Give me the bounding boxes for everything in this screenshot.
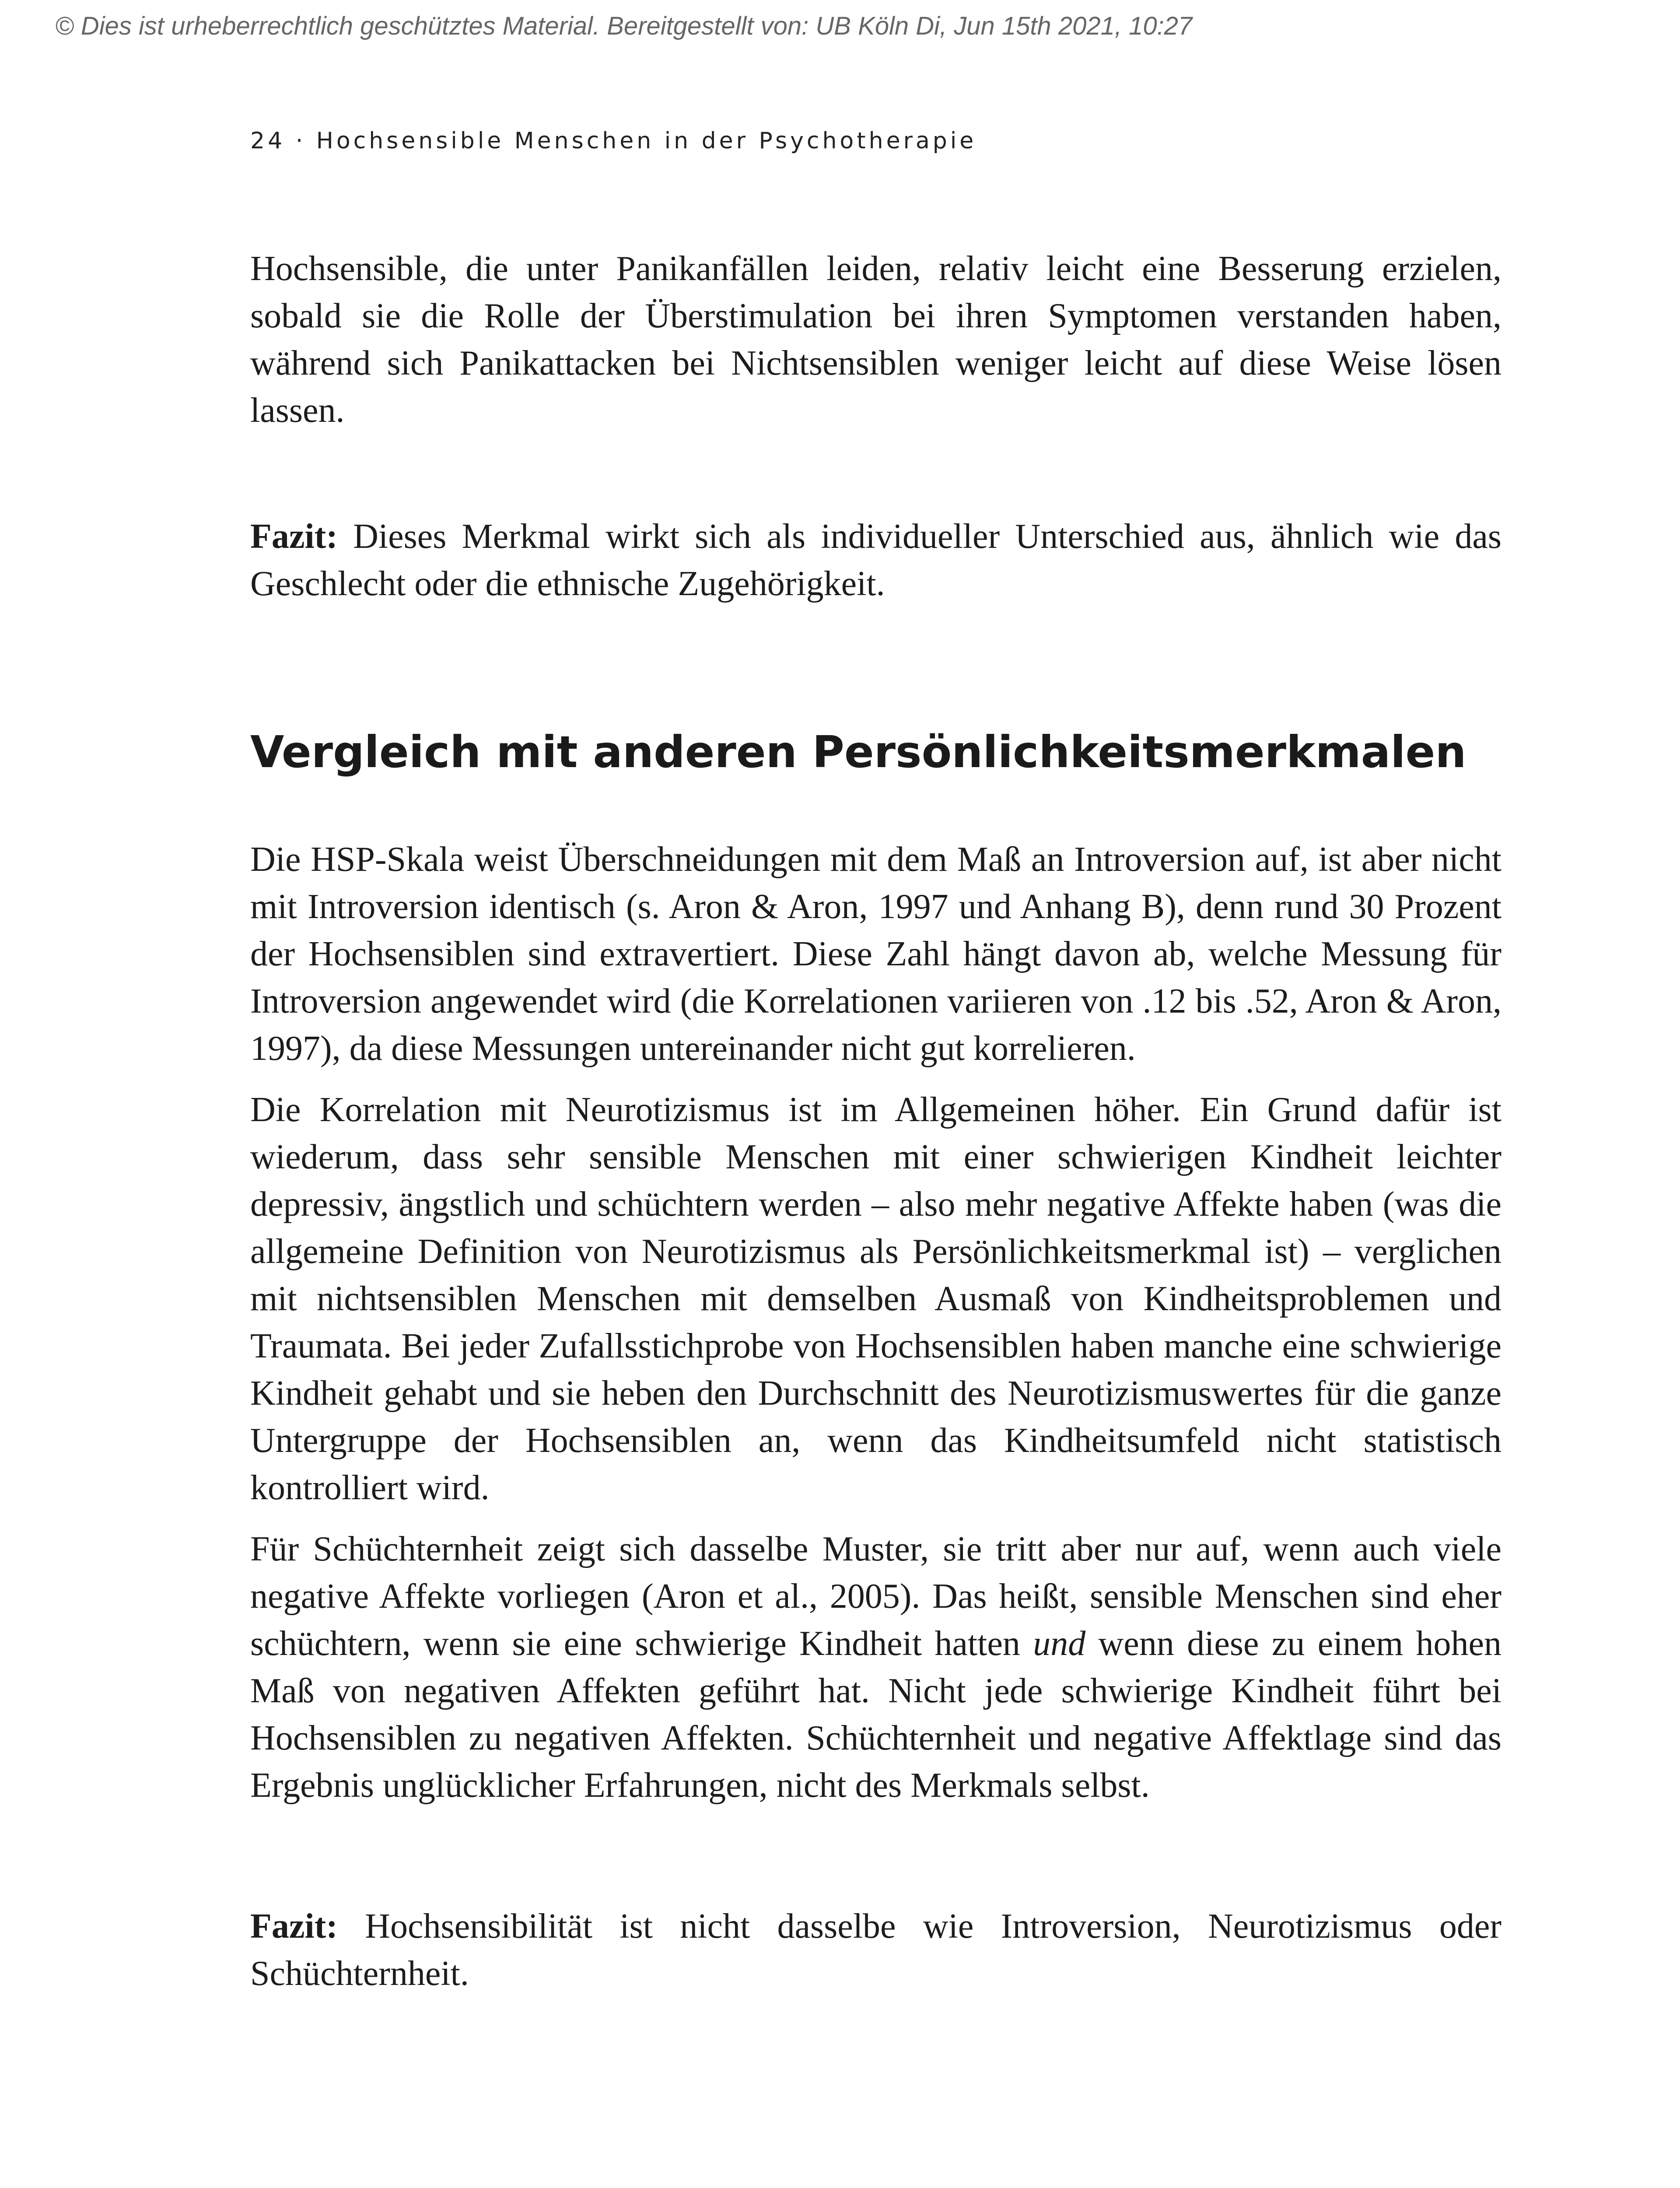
page-number: 24 <box>250 128 286 154</box>
section-body <box>250 836 1502 1809</box>
section-heading: Vergleich mit anderen Persönlichkeitsmerkmalen <box>250 726 1466 778</box>
fazit-block-2 <box>250 1903 1502 1997</box>
fazit-text-2: Hochsensibilität ist nicht dasselbe wie Introversion, Neurotizismus oder Schüchternheit. <box>250 1907 1502 1993</box>
running-head-separator: · <box>295 128 306 154</box>
paragraph-3-text-start: Für Schüchternheit zeigt sich dasselbe Muster, sie tritt aber nur auf, wenn auch viele negative Affekte vorliegen (Aron et al., 2005). Das heißt, sensible Menschen sind eher schüchtern, wenn sie eine schwierige Kindheit hatten <box>250 1530 1502 1663</box>
fazit-label-2: Fazit: <box>250 1907 338 1946</box>
fazit-block-1 <box>250 513 1502 607</box>
paragraph-3-italic-word: und <box>1033 1624 1086 1663</box>
intro-paragraph: Hochsensible, die unter Panikanfällen leiden, relativ leicht eine Besserung erzielen, sobald sie die Rolle der Überstimulation bei ihren Symptomen verstanden haben, während sich Panikattacken bei Nichtsensiblen weniger leicht auf diese Weise lösen lassen. <box>250 249 1502 430</box>
section-paragraph-1: Die HSP-Skala weist Überschneidungen mit dem Maß an Introversion auf, ist aber nicht mit Introversion identisch (s. Aron & Aron, 1997 und Anhang B), denn rund 30 Prozent der Hochsensiblen sind extravertiert. Diese Zahl hängt davon ab, welche Messung für Introversion angewendet wird (die Korrelationen variieren von .12 bis .52, Aron & Aron, 1997), da diese Messungen untereinander nicht gut korrelieren. <box>250 840 1502 1068</box>
running-head <box>250 128 976 154</box>
fazit-text-1: Dieses Merkmal wirkt sich als individueller Unterschied aus, ähnlich wie das Geschlecht oder die ethnische Zugehörigkeit. <box>250 517 1502 603</box>
running-head-title: Hochsensible Menschen in der Psychotherapie <box>316 128 977 154</box>
section-paragraph-3 <box>250 1525 1502 1809</box>
section-paragraph-2: Die Korrelation mit Neurotizismus ist im Allgemeinen höher. Ein Grund dafür ist wiederum, dass sehr sensible Menschen mit einer schwierigen Kindheit leichter depressiv, ängstlich und schüchtern werden – also mehr negative Affekte haben (was die allgemeine Definition von Neurotizismus als Persönlichkeitsmerkmal ist) – verglichen mit nichtsensiblen Menschen mit demselben Ausmaß von Kindheitsproblemen und Traumata. Bei jeder Zufallsstichprobe von Hochsensiblen haben manche eine schwierige Kindheit gehabt und sie heben den Durchschnitt des Neurotizismuswertes für die ganze Untergruppe der Hochsensiblen an, wenn das Kindheitsumfeld nicht statistisch kontrolliert wird. <box>250 1090 1502 1507</box>
copyright-notice: © Dies ist urheberrechtlich geschütztes Material. Bereitgestellt von: UB Köln Di, Jun 15th 2021, 10:27 <box>55 12 1193 40</box>
paragraph-3-text-end: wenn diese zu einem hohen Maß von negativen Affekten geführt hat. Nicht jede schwierige Kindheit führt bei Hochsensiblen zu negativen Affekten. Schüchternheit und negative Affektlage sind das Ergebnis unglücklicher Erfahrungen, nicht des Merkmals selbst. <box>250 1624 1502 1805</box>
fazit-paragraph-2 <box>250 1903 1502 1997</box>
intro-paragraph-block <box>250 245 1502 434</box>
fazit-paragraph-1 <box>250 513 1502 607</box>
fazit-label-1: Fazit: <box>250 517 338 556</box>
